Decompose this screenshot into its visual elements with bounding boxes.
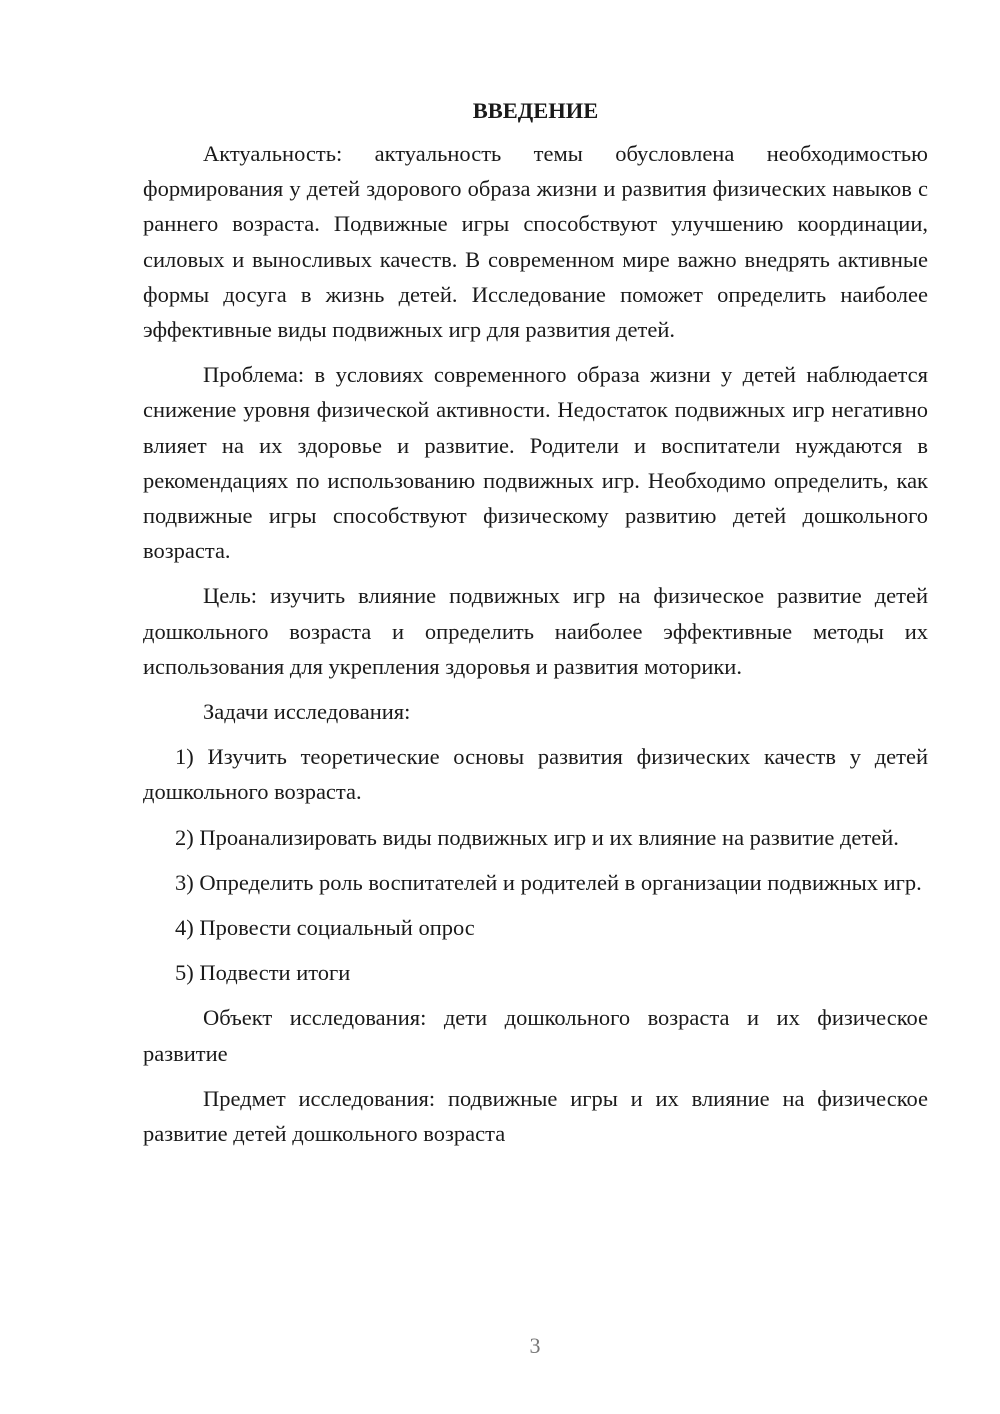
paragraph-problem: Проблема: в условиях современного образа жизни у детей наблюдается снижение уровня физической активности. Недостаток подвижных игр негативно влияет на их здоровье и развитие. Родители и воспитатели нуждаются в рекомендациях по использованию подвижных игр. Необходимо определить, как подвижные игры способствуют физическому развитию детей дошкольного возраста.: [143, 362, 928, 564]
task-item-4: 4) Провести социальный опрос: [175, 915, 475, 941]
document-body: [143, 96, 928, 1151]
task-item-2: 2) Проанализировать виды подвижных игр и их влияние на развитие детей.: [175, 824, 899, 850]
page-number: 3: [529, 1333, 541, 1358]
paragraph-relevance: Актуальность: актуальность темы обусловлена необходимостью формирования у детей здорового образа жизни и развития физических навыков с раннего возраста. Подвижные игры способствуют улучшению координации, силовых и выносливых качеств. В современном мире важно внедрять активные формы досуга в жизнь детей. Исследование поможет определить наиболее эффективные виды подвижных игр для развития детей.: [143, 141, 928, 343]
section-title: ВВЕДЕНИЕ: [472, 98, 599, 123]
task-item-3: 3) Определить роль воспитателей и родителей в организации подвижных игр.: [175, 869, 922, 895]
task-item-5: 5) Подвести итоги: [175, 960, 351, 986]
task-item-1: 1) Изучить теоретические основы развития физических качеств у детей дошкольного возраста.: [143, 744, 928, 805]
paragraph-goal: Цель: изучить влияние подвижных игр на физическое развитие детей дошкольного возраста и определить наиболее эффективные методы их использования для укрепления здоровья и развития моторики.: [143, 583, 928, 679]
paragraph-subject: Предмет исследования: подвижные игры и их влияние на физическое развитие детей дошкольного возраста: [143, 1085, 928, 1147]
paragraph-object: Объект исследования: дети дошкольного возраста и их физическое развитие: [143, 1005, 928, 1066]
tasks-heading: Задачи исследования:: [203, 699, 411, 725]
